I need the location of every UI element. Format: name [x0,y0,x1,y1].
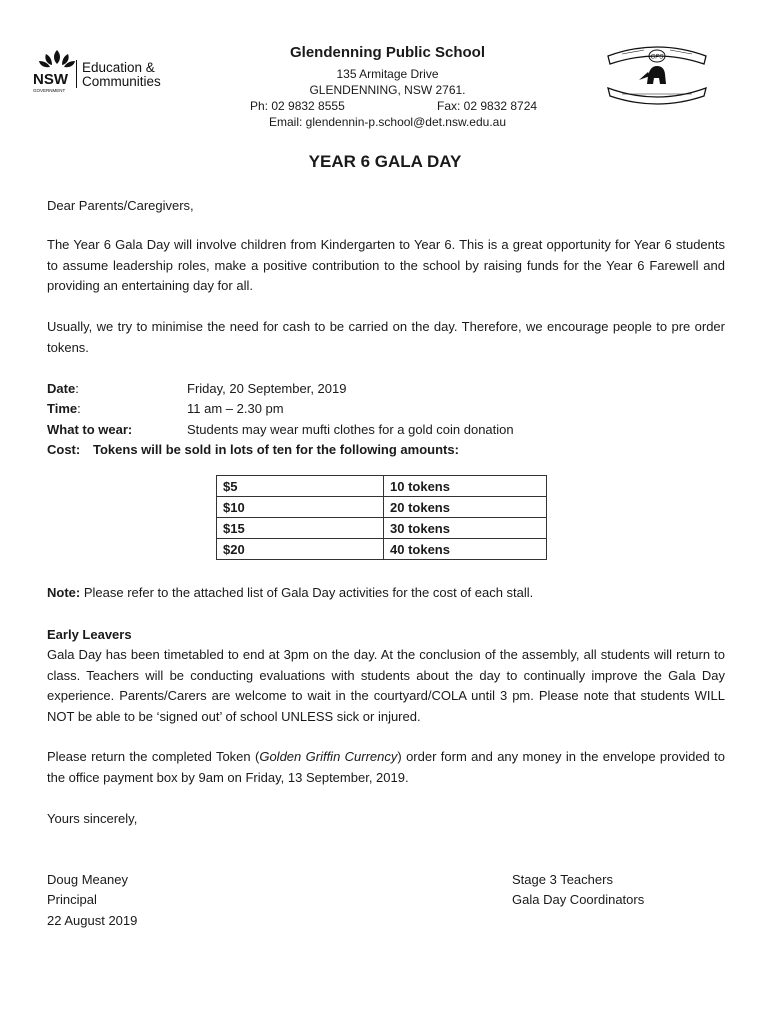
logo-line-1: Education & [82,60,155,75]
return-text-after: ) order form and any money in the envelope provided to the office payment box by 9am on Friday, 13 September, 2019. [47,749,725,785]
token-table [216,475,547,560]
logo-government: GOVERNMENT [33,88,66,93]
note-label: Note: [47,585,81,600]
price-cell: $15 [217,518,384,539]
logo-nsw: NSW [33,71,68,88]
logo-line-2: Communities [82,74,161,89]
price-cell: $5 [217,476,384,497]
tokens-cell: 30 tokens [384,518,547,539]
wear-value: Students may wear mufti clothes for a gold coin donation [187,422,514,437]
time-value: 11 am – 2.30 pm [187,401,284,416]
note-text: Please refer to the attached list of Gala Day activities for the cost of each stall. [83,585,534,600]
table-row [217,476,547,497]
cost-value: Tokens will be sold in lots of ten for the following amounts: [93,442,459,457]
date-label: Date: [47,381,79,396]
school-crest-icon [604,40,710,108]
time-label: Time: [47,401,81,416]
logo-text [82,61,161,89]
signature-date: 22 August 2019 [47,913,138,928]
table-row [217,539,547,560]
note [47,583,737,603]
table-row [217,497,547,518]
phone: Ph: 02 9832 8555 [250,99,345,113]
tokens-cell: 10 tokens [384,476,547,497]
date-value: Friday, 20 September, 2019 [187,381,347,396]
address-line-2: GLENDENNING, NSW 2761. [309,83,466,97]
email: Email: glendennin-p.school@det.nsw.edu.au [269,115,506,129]
return-text-italic: Golden Griffin Currency [259,749,398,764]
table-row [217,518,547,539]
time-label-text: Time [47,401,78,416]
waratah-icon [32,48,82,94]
tokens-cell: 20 tokens [384,497,547,518]
cash-paragraph: Usually, we try to minimise the need for cash to be carried on the day. Therefore, we encourage people to pre order tokens. [47,319,725,355]
intro-paragraph: The Year 6 Gala Day will involve children from Kindergarten to Year 6. This is a great opportunity for Year 6 students to assume leadership roles, make a positive contribution to the school by raising funds for the Year 6 Farewell and providing an entertaining day for all. [47,237,725,293]
logo-divider [76,60,77,88]
price-cell: $10 [217,497,384,518]
salutation: Dear Parents/Caregivers, [47,198,194,213]
coordinators-role: Gala Day Coordinators [512,892,645,907]
closing: Yours sincerely, [47,811,138,826]
coordinators-name: Stage 3 Teachers [512,872,613,887]
tokens-cell: 40 tokens [384,539,547,560]
early-leavers-text: Gala Day has been timetabled to end at 3pm on the day. At the conclusion of the assembly, all students will return to class. Teachers will be conducting evaluations with students about the day to continually improve the Gala Day experience. Parents/Carers are welcome to wait in the courtyard/COLA until 3 pm. Please note that students WILL NOT be able to be ‘signed out’ of school UNLESS sick or injured. [47,647,725,724]
signature-role: Principal [47,892,97,907]
page-title: YEAR 6 GALA DAY [308,152,462,171]
return-text-before: Please return the completed Token ( [47,749,260,764]
address-line-1: 135 Armitage Drive [336,67,439,81]
return-paragraph [47,747,725,788]
early-leavers-heading: Early Leavers [47,627,132,642]
school-name: Glendenning Public School [289,44,485,61]
date-label-text: Date [47,381,76,396]
wear-label: What to wear: [47,422,133,437]
fax: Fax: 02 9832 8724 [437,99,538,113]
nsw-education-logo [32,48,182,94]
cost-label: Cost: [47,442,81,457]
crest-initials: GPS [650,54,664,61]
price-cell: $20 [217,539,384,560]
signature-name: Doug Meaney [47,872,128,887]
